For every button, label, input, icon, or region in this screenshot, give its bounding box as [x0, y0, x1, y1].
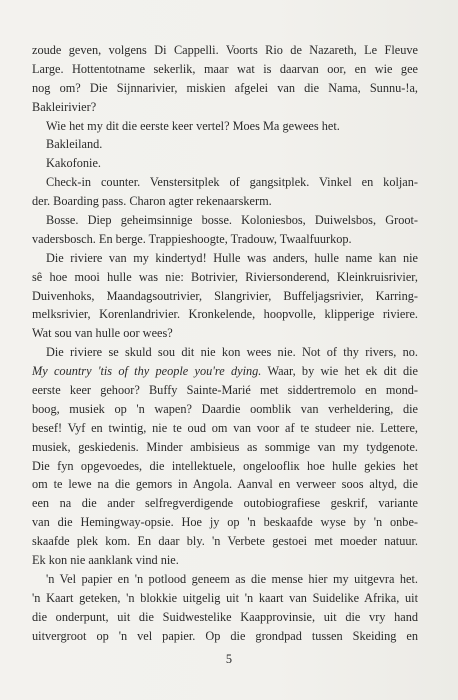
text-line: Bosse. Diep geheimsinnige bosse. Koloniesbos, Duiwelsbos, Groot-: [46, 213, 418, 228]
text-line: van die Hemingway-opsie. Hoe jy op 'n beskaafde wyse by 'n onbe-: [32, 515, 418, 530]
text-line: zoude geven, volgens Di Cappelli. Voorts Rio de Nazareth, Le Fleuve: [32, 43, 418, 57]
text-line: sê hoe mooi hulle was nie: Botrivier, Riviersonderend, Kleinkruisrivier,: [32, 269, 418, 284]
text-line: een na die ander selfregverdigende outobiografiese geskrif, variante: [32, 496, 418, 511]
text-line: Ek kon nie aanklank vind nie.: [32, 553, 179, 568]
text-line: musiek, geskiedenis. Minder ambisieus as sommige van my tydgenote.: [32, 439, 418, 454]
text-line: Check-in counter. Venstersitplek of gangsitplek. Vinkel en koljan-: [46, 175, 418, 190]
text-line: Kakofonie.: [46, 156, 101, 171]
text-line: [32, 362, 418, 381]
text-line: vadersbosch. En berge. Trappieshoogte, Tradouw, Twaalfuurkop.: [32, 231, 352, 246]
text-line: 'n Kaart geteken, 'n blokkie uitgelig uit 'n kaart van Suidelike Afrika, uit: [32, 590, 418, 605]
text-line: Bakleirivier?: [32, 99, 97, 114]
text-line: besef! Vyf en twintig, nie te oud om van voor af te studeer nie. Lettere,: [32, 420, 418, 435]
italic-quote: My country 'tis of thy people you're dying.: [32, 364, 262, 379]
text-line: Duivenhoks, Maandagsoutrivier, Slangrivier, Buffeljagsrivier, Karring-: [32, 288, 418, 303]
text-line: Large. Hottentotname sekerlik, maar wat is daarvan oor, en wie gee: [32, 61, 418, 76]
page-number: 5: [225, 652, 233, 666]
text-line: boog, musiek op 'n wapen? Daardie oomblik van verheldering, die: [32, 401, 418, 416]
text-line-post: Waar, by wie het ek dit die: [261, 364, 419, 379]
text-line: melksrivier, Korenlandrivier. Kronkelende, hoopvolle, klipperige riviere.: [32, 307, 418, 322]
text-line: Die riviere van my kindertyd! Hulle was anders, hulle name kan nie: [46, 250, 418, 265]
text-line: Bakleiland.: [46, 137, 103, 152]
text-line: Die riviere se skuld sou dit nie kon wees nie. Not of thy rivers, no.: [46, 345, 418, 360]
text-line: uitvergroot op 'n vel papier. Op die grondpad tussen Skeiding en: [32, 628, 418, 643]
text-line: nog om? Die Sijnnarivier, miskien afgelei van die Nama, Sunnu-!a,: [32, 80, 418, 95]
text-line: eerste keer gehoor? Buffy Sainte-Marié met siddertremolo en mond-: [32, 383, 418, 398]
text-line: skaafde plek kom. En daar bly. 'n Verbete gestoei met moeder natuur.: [32, 534, 418, 549]
text-line: Die fyn opgevoedes, die intellektuele, ongeloofliк hoe hulle gekies het: [32, 458, 418, 473]
text-line: der. Boarding pass. Charon agter rekenaarskerm.: [32, 194, 272, 209]
body-text: [32, 41, 418, 646]
text-line: Wie het my dit die eerste keer vertel? Moes Ma gewees het.: [46, 118, 340, 133]
text-line: Wat sou van hulle oor wees?: [32, 326, 173, 341]
text-line: 'n Vel papier en 'n potlood geneem as die mense hier my uitgevra het.: [46, 571, 418, 586]
text-line: om te lewe na die gemors in Angola. Aanval en verweer soos altyd, die: [32, 477, 418, 492]
text-line: die onderpunt, uit die Suidwestelike Kaapprovinsie, uit die vry hand: [32, 609, 418, 624]
